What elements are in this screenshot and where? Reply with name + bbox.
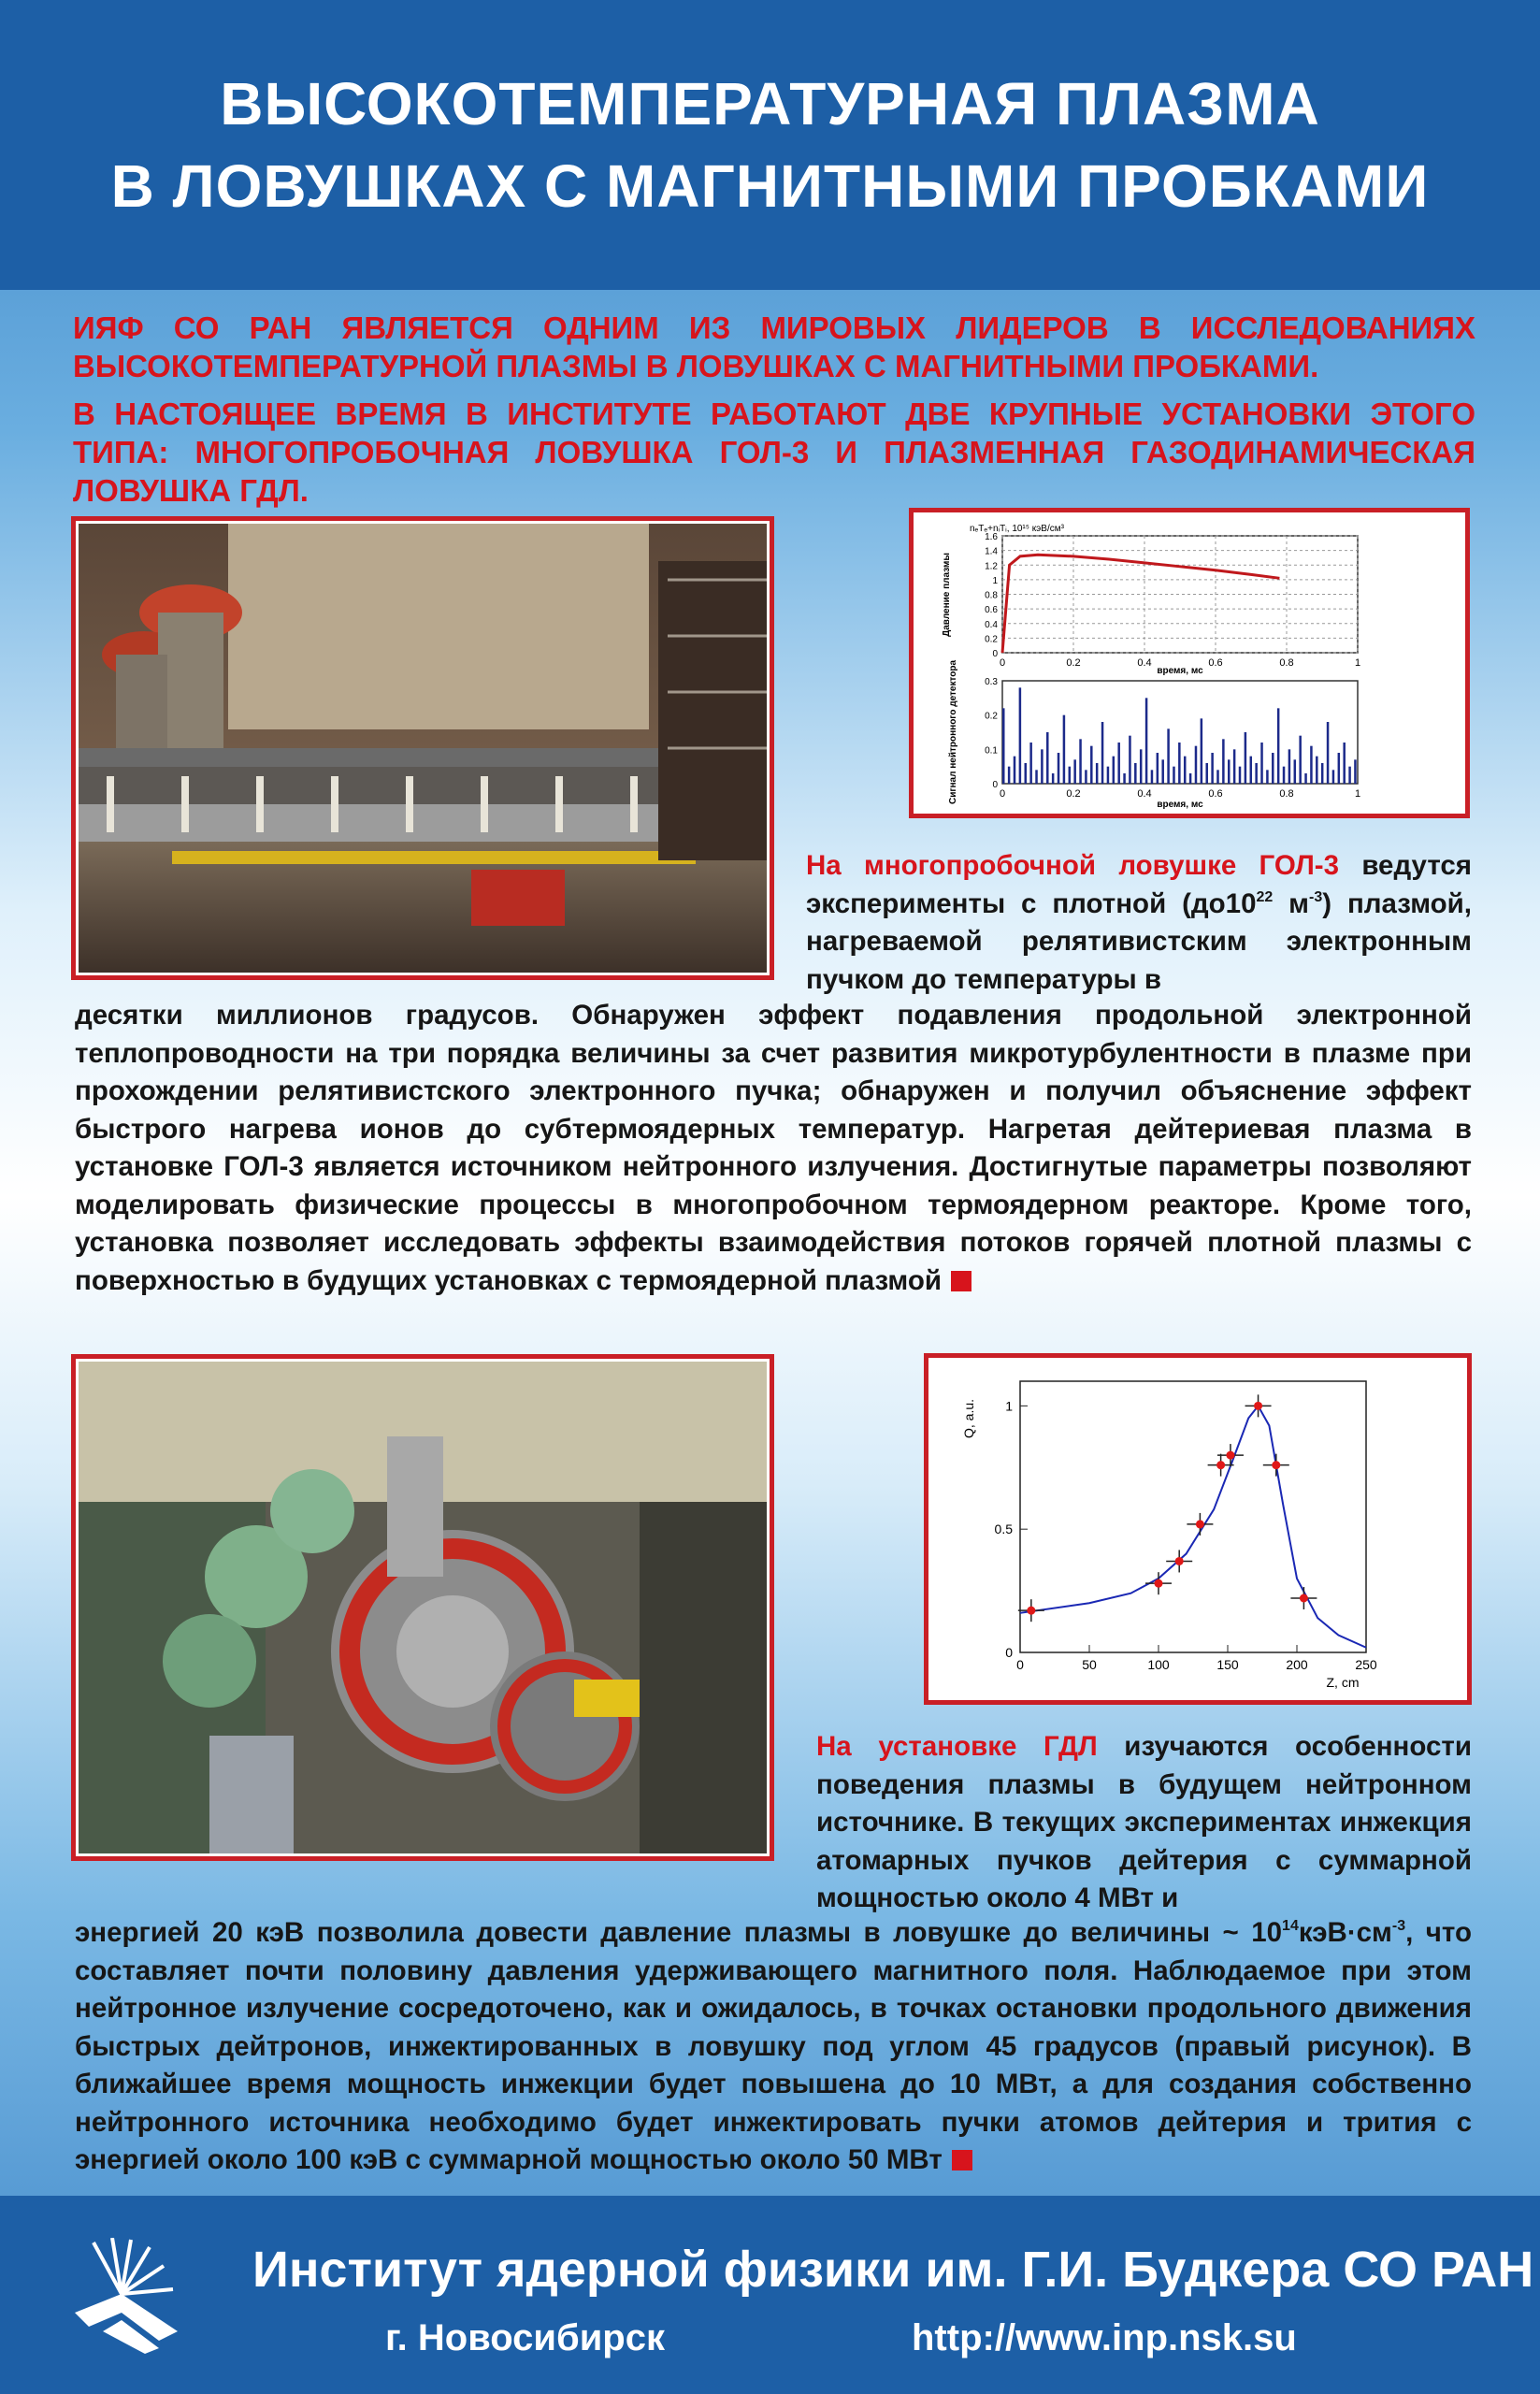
neutron-xtick-label: 0.2 [1066,788,1081,800]
gdl-photo [71,1354,774,1861]
gol3-sup-1: 22 [1256,888,1274,905]
neutron-bar [1085,770,1087,784]
neutron-bar [1069,767,1072,784]
neutron-bar [1161,759,1164,784]
neutron-bar [1101,722,1104,784]
neutron-bar [1052,773,1055,784]
neutron-bar [1014,757,1016,784]
gdl-xlabel: Z, cm [1326,1675,1360,1690]
pressure-xtick-label: 0.2 [1066,657,1081,669]
neutron-bar [1277,708,1280,784]
gdl-xtick-label: 50 [1082,1657,1097,1672]
gol3-hall-illustration [79,524,767,973]
neutron-xtick-label: 1 [1354,788,1361,800]
neutron-bar [1348,767,1351,784]
gdl-chart-panel [924,1353,1472,1705]
neutron-bar [1134,763,1137,784]
gol3-text-c: ) плазмой, нагреваемой релятивистским электронным пучком до температуры в [806,887,1472,995]
neutron-ylabel: Сигнал нейтронного детектора [948,659,958,805]
gol3-chart-panel [909,508,1470,818]
gdl-xtick-label: 0 [1016,1657,1024,1672]
neutron-bar [1294,759,1297,784]
neutron-bar [1201,718,1203,784]
neutron-xtick-label: 0 [999,788,1006,800]
institute-name: Институт ядерной физики им. Г.И. Будкера СО РАН [252,2242,1534,2298]
gdl-ytick-label: 0.5 [994,1521,1013,1537]
neutron-ytick-label: 0.1 [985,745,998,757]
neutron-bar [1008,767,1011,784]
neutron-bar [1123,773,1126,784]
website-link[interactable]: http://www.inp.nsk.su [912,2317,1297,2358]
pressure-ytick-label: 0.8 [985,590,998,601]
neutron-bar [1058,753,1060,784]
neutron-bar [1107,767,1110,784]
neutron-bar [1140,749,1143,784]
neutron-bar [1046,732,1049,784]
neutron-bar [1029,743,1032,784]
neutron-bar [1063,715,1066,784]
gdl-sup-1: 14 [1282,1918,1299,1934]
neutron-bar [1167,728,1170,784]
gol3-charts [914,512,1465,814]
gdl-xtick-label: 100 [1147,1657,1170,1672]
pressure-ylabel-top: nₑTₑ+nᵢTᵢ, 10¹⁵ кэВ/см³ [970,524,1064,534]
header-banner [0,0,1540,290]
gdl-ylabel: Q, a.u. [961,1398,976,1439]
intro-paragraph-2: В НАСТОЯЩЕЕ ВРЕМЯ В ИНСТИТУТЕ РАБОТАЮТ ДВЕ КРУПНЫЕ УСТАНОВКИ ЭТОГО ТИПА: МНОГОПРОБОЧНАЯ ЛОВУШКА ГОЛ-3 И ПЛАЗМЕННАЯ ГАЗОДИНАМИЧЕСКАЯ ЛОВУШКА ГДЛ. [73,397,1475,508]
pressure-ytick-label: 0 [992,649,998,659]
neutron-bar [1222,739,1225,784]
gdl-ytick-label: 0 [1005,1645,1013,1660]
gdl-data-point [1175,1557,1184,1565]
neutron-bar [1129,736,1131,784]
gdl-body-b: кэВ·см [1298,1917,1392,1948]
title-line-1: ВЫСОКОТЕМПЕРАТУРНАЯ ПЛАЗМА [220,70,1320,137]
neutron-bar [1041,749,1043,784]
gdl-body-a: энергией 20 кэВ позволила довести давление плазмы в ловушке до величины ~ 10 [75,1917,1283,1948]
gol3-heading: На многопробочной ловушке ГОЛ-3 [806,850,1340,881]
intro-paragraph-1: ИЯФ СО РАН ЯВЛЯЕТСЯ ОДНИМ ИЗ МИРОВЫХ ЛИДЕРОВ В ИССЛЕДОВАНИЯХ ВЫСОКОТЕМПЕРАТУРНОЙ ПЛАЗМЫ В ЛОВУШКАХ С МАГНИТНЫМИ ПРОБКАМИ. [73,310,1475,383]
footer-banner [0,2196,1540,2394]
pressure-ylabel: Давление плазмы [942,553,952,637]
neutron-xtick-label: 0.6 [1208,788,1223,800]
neutron-bar [1288,749,1291,784]
gol3-text-b: м [1273,887,1309,919]
neutron-bar [1205,763,1208,784]
pressure-ytick-label: 1.4 [985,546,998,557]
neutron-bar [1266,770,1269,784]
gdl-data-point [1300,1594,1308,1603]
neutron-bar [1002,708,1005,784]
neutron-xlabel: время, мс [1157,800,1203,810]
neutron-bar [1113,757,1115,784]
gdl-data-point [1155,1579,1163,1588]
gdl-right-body: изучаются особенности поведения плазмы в будущем нейтронном источнике. В текущих экспериментах инжекция атомарных пучков дейтерия с суммарной мощностью около 4 МВт и [816,1731,1472,1913]
neutron-bar [1343,743,1346,784]
neutron-bar [1245,732,1247,784]
gol3-photo [71,516,774,980]
gdl-sup-2: -3 [1391,1918,1406,1934]
pressure-xtick-label: 0.4 [1137,657,1152,669]
pressure-xtick-label: 0.6 [1208,657,1223,669]
neutron-bar [1299,736,1302,784]
pressure-ytick-label: 0.6 [985,605,998,616]
neutron-bar [1195,746,1198,784]
neutron-bar [1321,763,1324,784]
neutron-bar [1189,773,1192,784]
pressure-xtick-label: 0 [999,657,1006,669]
neutron-bar [1025,763,1028,784]
pressure-ytick-label: 1 [992,575,998,586]
neutron-bar [1079,739,1082,784]
neutron-bar [1184,757,1187,784]
neutron-bar [1090,746,1093,784]
end-square-icon [951,1271,971,1291]
pressure-xlabel: время, мс [1157,666,1203,676]
neutron-bar [1117,743,1120,784]
gdl-data-point [1027,1607,1035,1615]
neutron-bar [1304,773,1307,784]
neutron-bar [1250,757,1253,784]
gdl-ytick-label: 1 [1005,1398,1013,1414]
neutron-bar [1239,767,1242,784]
pressure-ytick-label: 1.2 [985,561,998,572]
gol3-body: десятки миллионов градусов. Обнаружен эффект подавления продольной электронной теплопроводности на три порядка величины за счет развития микротурбулентности в плазме при прохождении релятивистского электронного пучка; обнаружен и получил объяснение эффект быстрого нагрева ионов до субтермоядерных температур. Нагретая дейтериевая плазма в установке ГОЛ-3 является источником нейтронного излучения. Достигнутые параметры позволяют моделировать физические процессы в многопробочном термоядерном реакторе. Кроме того, установка позволяет исследовать эффекты взаимодействия потоков горячей плотной плазмы с поверхностью в будущих установках с термоядерной плазмой [75,1000,1472,1296]
end-square-icon [952,2150,972,2170]
pressure-xtick-label: 0.8 [1279,657,1294,669]
neutron-bar [1173,767,1175,784]
neutron-bar [1073,759,1076,784]
gdl-fit-line [1020,1406,1366,1647]
gol3-right-text [806,847,1472,999]
neutron-bar [1260,743,1263,784]
neutron-bar [1316,757,1318,784]
gdl-xtick-label: 200 [1286,1657,1308,1672]
gdl-data-point [1216,1461,1225,1469]
neutron-bar [1354,759,1357,784]
gdl-data-point [1196,1520,1204,1528]
gdl-xtick-label: 150 [1216,1657,1239,1672]
gol3-body-text [75,997,1472,1300]
gdl-xtick-label: 250 [1355,1657,1377,1672]
gol3-sup-2: -3 [1309,888,1323,905]
neutron-bar [1233,749,1236,784]
neutron-bar [1157,753,1159,784]
pressure-xtick-label: 1 [1354,657,1361,669]
pressure-ytick-label: 1.6 [985,532,998,542]
gdl-heading: На установке ГДЛ [816,1731,1098,1762]
neutron-bar [1019,687,1022,784]
gdl-body-text [75,1914,1472,2180]
neutron-bar [1096,763,1099,784]
title-line-2: В ЛОВУШКАХ С МАГНИТНЫМИ ПРОБКАМИ [110,152,1430,220]
neutron-bar [1255,763,1258,784]
gdl-right-text [816,1728,1472,1918]
neutron-bar [1216,770,1219,784]
pressure-ytick-label: 0.4 [985,619,998,630]
gdl-data-point [1254,1402,1262,1410]
neutron-bar [1145,698,1148,784]
neutron-ytick-label: 0.2 [985,711,998,722]
intro-block [73,309,1475,519]
city-name: г. Новосибирск [385,2317,666,2358]
inp-logo-icon [70,2238,182,2359]
neutron-xtick-label: 0.8 [1279,788,1294,800]
neutron-bar [1178,743,1181,784]
gdl-chart [928,1358,1467,1700]
neutron-xtick-label: 0.4 [1137,788,1152,800]
neutron-ytick-label: 0 [992,780,998,790]
neutron-bar [1228,759,1231,784]
gdl-body-c: , что составляет почти половину давления удерживающего магнитного поля. Наблюдаемое при этом нейтронное излучение сосредоточено, как и ожидалось, в точках остановки продольного движения быстрых дейтронов, инжектированных в ловушку под углом 45 градусов (правый рисунок). В ближайшее время мощность инжекции будет повышена до 10 МВт, а для создания собственно нейтронного источника необходимо будет инжектировать пучки атомов дейтерия и трития с энергией около 100 кэВ с суммарной мощностью около 50 МВт [75,1917,1472,2175]
neutron-bar [1283,767,1286,784]
gdl-data-point [1226,1451,1234,1460]
neutron-bar [1272,753,1274,784]
neutron-bar [1327,722,1330,784]
neutron-bar [1310,746,1313,784]
neutron-bar [1338,753,1341,784]
neutron-bar [1211,753,1214,784]
gdl-data-point [1272,1461,1280,1469]
neutron-bar [1035,770,1038,784]
neutron-bar [1332,770,1335,784]
neutron-ytick-label: 0.3 [985,677,998,687]
gdl-installation-illustration [79,1362,767,1853]
neutron-bar [1151,770,1154,784]
gol3-text-a: ведутся эксперименты с плотной (до10 [806,850,1472,919]
pressure-ytick-label: 0.2 [985,634,998,645]
